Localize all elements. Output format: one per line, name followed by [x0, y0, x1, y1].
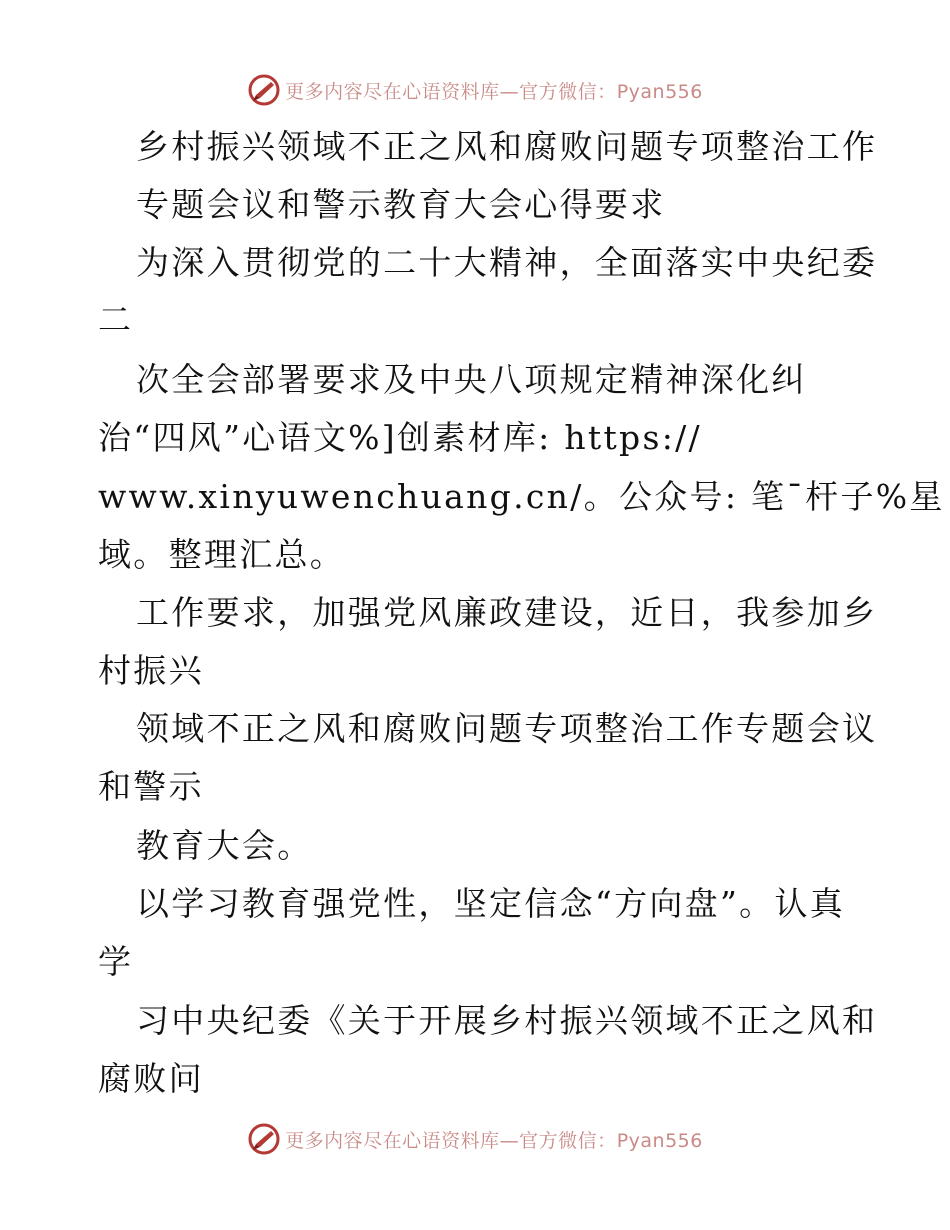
logo-icon — [247, 1122, 281, 1156]
banner-title: 更多内容尽在心语资料库 — [285, 80, 500, 103]
text-line: 工作要求，加强党风廉政建设，近日，我参加乡 — [136, 593, 878, 632]
banner-text — [285, 77, 703, 104]
text-line: 专题会议和警示教育大会心得要求 — [136, 185, 666, 224]
banner-wechat-id: Pyan556 — [616, 1129, 703, 1152]
text-line: 二 — [98, 300, 134, 339]
text-line: 以学习教育强党性，坚定信念“方向盘”。认真 — [136, 884, 846, 923]
text-line: 教育大会。 — [136, 826, 313, 865]
text-line: 习中央纪委《关于开展乡村振兴领域不正之风和 — [136, 1001, 878, 1040]
banner-wechat-label: 官方微信： — [519, 80, 617, 103]
text-line: www.xinyuwenchuang.cn/。公众号: 笔¯杆子%星 — [98, 477, 945, 516]
text-line: 领域不正之风和腐败问题专项整治工作专题会议 — [136, 709, 878, 748]
banner-text — [285, 1126, 703, 1153]
logo-icon — [247, 73, 281, 107]
banner-dash: — — [499, 1129, 520, 1152]
text-line: 治“四风”心语文%]创素材库: https:// — [98, 418, 702, 457]
text-line: 为深入贯彻党的二十大精神，全面落实中央纪委 — [136, 243, 878, 282]
header-banner — [0, 70, 950, 110]
text-line: 村振兴 — [98, 651, 204, 690]
text-line: 域。整理汇总。 — [98, 535, 346, 574]
text-line: 腐败问 — [98, 1059, 204, 1098]
banner-wechat-id: Pyan556 — [616, 80, 703, 103]
footer-banner — [0, 1119, 950, 1159]
banner-title: 更多内容尽在心语资料库 — [285, 1129, 500, 1152]
text-line: 次全会部署要求及中央八项规定精神深化纠 — [136, 360, 807, 399]
text-line: 学 — [98, 942, 134, 981]
text-line: 乡村振兴领域不正之风和腐败问题专项整治工作 — [136, 127, 878, 166]
banner-dash: — — [499, 80, 520, 103]
text-line: 和警示 — [98, 767, 204, 806]
banner-wechat-label: 官方微信： — [519, 1129, 617, 1152]
